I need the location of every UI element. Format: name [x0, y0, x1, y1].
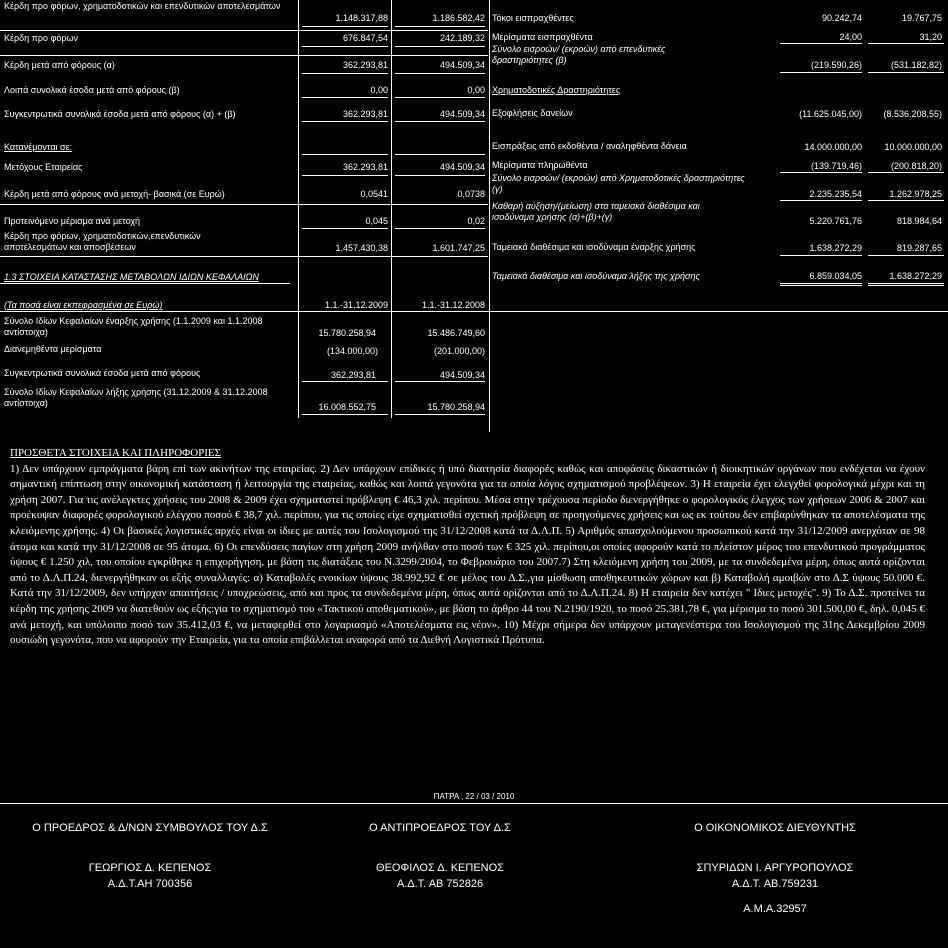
rule [395, 97, 485, 98]
rule [780, 200, 862, 201]
row-label: Κατανέμονται σε: [4, 142, 73, 152]
row-label: Σύνολο εισροών/ (εκροών) από Χρηματοδοτικές δραστηριότητες (γ) [492, 173, 745, 194]
rule [780, 283, 862, 284]
rule [302, 97, 388, 98]
additional-information [10, 446, 925, 649]
value-2009: 90.242,74 [821, 13, 862, 23]
row-label: Σύνολο Ιδίων Κεφαλαίων έναρξης χρήσης (1.1.2009 και 1.1.2008 αντίστοιχα) [4, 316, 263, 337]
column-separator [489, 0, 490, 432]
row-label: Κέρδη προ φόρων, χρηματοδοτικών,επενδυτικών αποτελεσμάτων και αποσβέσεων [4, 231, 201, 252]
value-2008: (201.000,00) [433, 346, 485, 356]
signatory-id: Α.Δ.Τ.ΑΗ 700356 [107, 878, 193, 890]
value-2009: 362.293,81 [330, 370, 376, 380]
signatory-role: Ο ΑΝΤΙΠΡΟΕΔΡΟΣ ΤΟΥ Δ.Σ [369, 822, 511, 834]
value-2008: (531.182,82) [890, 60, 942, 70]
value-2008: 15.486.749,60 [427, 328, 485, 338]
rule [868, 200, 944, 201]
rule [302, 121, 388, 122]
value-2008: (200.818,20) [890, 161, 942, 171]
value-2008: (8.536.208,55) [883, 109, 942, 119]
row-label: Ταμειακά διαθέσιμα και ισοδύναμα έναρξης χρήσης [492, 242, 696, 252]
rule [395, 121, 485, 122]
rule [395, 175, 485, 176]
rule [0, 256, 488, 257]
value-2009: 0,00 [370, 85, 388, 95]
signatory-role: Ο ΠΡΟΕΔΡΟΣ & Δ/ΝΩΝ ΣΥΜΒΟΥΛΟΣ ΤΟΥ Δ.Σ [32, 822, 268, 834]
rule [395, 228, 485, 229]
rule [302, 26, 388, 27]
rule [780, 72, 862, 73]
value-2009: 6.859.034,05 [809, 271, 862, 281]
rule [0, 283, 290, 284]
rule [395, 381, 485, 382]
row-label: Κέρδη μετά από φόρους ανά μετοχή- βασικά (σε Ευρώ) [4, 189, 225, 199]
row-label: Σύνολο Ιδίων Κεφαλαίων λήξης χρήσης (31.12.2009 & 31.12.2008 αντίστοιχα) [4, 387, 268, 408]
value-2008: 15.780.258,94 [427, 402, 485, 412]
signatory-id: Α.Δ.Τ. ΑΒ.759231 [731, 878, 819, 890]
row-label: Κέρδη μετά από φόρους (α) [4, 60, 115, 70]
rule [868, 285, 944, 286]
value-2008: 242.189,32 [439, 33, 485, 43]
value-2008: 0,00 [467, 85, 485, 95]
row-label: Κέρδη προ φόρων, χρηματοδοτικών και επενδυτικών αποτελεσμάτων [4, 1, 281, 11]
rule [0, 311, 948, 312]
rule [868, 172, 944, 173]
rule [302, 46, 388, 47]
rule [395, 414, 485, 415]
row-label: Ταμειακά διαθέσιμα και ισοδύναμα λήξης της χρήσης [492, 271, 700, 281]
row-label: Διανεμηθέντα μερίσματα [4, 344, 102, 354]
value-2009: 2.235.235,54 [809, 189, 862, 199]
rule [302, 414, 388, 415]
signatory-name: ΓΕΩΡΓΙΟΣ Δ. ΚΕΠΕΝΟΣ [88, 862, 212, 874]
row-label: Τόκοι εισπραχθέντες [492, 13, 574, 23]
value-2008: 10.000.000,00 [884, 142, 942, 152]
rule [780, 43, 862, 44]
rule [0, 204, 488, 205]
rule [780, 255, 862, 256]
rule [0, 803, 948, 804]
row-label: Μερίσματα εισπραχθέντα [492, 32, 593, 42]
value-2009: 362.293,81 [342, 109, 388, 119]
rule [302, 73, 388, 74]
rule [0, 55, 488, 56]
signatory-registration: Α.Μ.Α.32957 [743, 903, 807, 915]
value-2009: 1.148.317,88 [335, 13, 388, 23]
currency-note: (Τα ποσά είναι εκπεφρασμένα σε Ευρώ) [4, 300, 163, 310]
rule [395, 73, 485, 74]
rule [302, 228, 388, 229]
rule [395, 154, 485, 155]
value-2009: 0,045 [365, 216, 388, 226]
value-2009: 14.000.000,00 [804, 142, 862, 152]
signatory-name: ΘΕΟΦΙΛΟΣ Δ. ΚΕΠΕΝΟΣ [376, 862, 504, 874]
value-2008: 31,20 [919, 32, 942, 42]
value-2008: 1.186.582,42 [432, 13, 485, 23]
row-label: Καθαρή αύξηση/(μείωση) στα ταμειακά διαθέσιμα και ισοδύναμα χρήσης (α)+(β)+(γ) [492, 201, 700, 222]
value-2009: 362.293,81 [342, 60, 388, 70]
value-2009: 5.220.761,76 [809, 216, 862, 226]
signatory-name: ΣΠΥΡΙΔΩΝ Ι. ΑΡΓΥΡΟΠΟΥΛΟΣ [696, 862, 854, 874]
value-2009: (219.590,26) [810, 60, 862, 70]
column-header-2009: 1.1.-31.12.2009 [324, 300, 388, 310]
notes-title: ΠΡΟΣΘΕΤΑ ΣΤΟΙΧΕΙΑ ΚΑΙ ΠΛΗΡΟΦΟΡΙΕΣ [10, 447, 222, 459]
rule [395, 46, 485, 47]
value-2008: 19.767,75 [901, 13, 942, 23]
row-label: Κέρδη προ φόρων [4, 33, 78, 43]
row-label: Λοιπά συνολικά έσοδα μετά από φόρους (β) [4, 85, 180, 95]
value-2008: 0,0738 [457, 189, 485, 199]
rule [302, 154, 388, 155]
value-2008: 494.509,34 [439, 109, 485, 119]
row-label: Προτεινόμενο μέρισμα ανά μετοχή [4, 216, 141, 226]
rule [395, 26, 485, 27]
place-date: ΠΑΤΡΑ , 22 / 03 / 2010 [433, 792, 515, 801]
row-label: Συγκεντρωτικά συνολικά έσοδα μετά από φόρους (α) + (β) [4, 109, 236, 119]
row-label: Μετόχους Εταιρείας [4, 162, 83, 172]
section-heading: Χρηματοδοτικές Δραστηριότητες [492, 85, 621, 95]
value-2009: 1.638.272,29 [809, 243, 862, 253]
value-2009: 24,00 [839, 32, 862, 42]
rule [780, 172, 862, 173]
value-2009: (134.000,00) [326, 346, 378, 356]
signatory-role: Ο ΟΙΚΟΝΟΜΙΚΟΣ ΔΙΕΥΘΥΝΤΗΣ [694, 822, 856, 834]
value-2008: 494.509,34 [439, 162, 485, 172]
value-2009: 16.008.552,75 [318, 402, 376, 412]
value-2009: (11.625.045,00) [799, 109, 862, 119]
value-2009: 362.293,81 [342, 162, 388, 172]
value-2008: 1.638.272,29 [889, 271, 942, 281]
value-2009: 1.457.430,38 [335, 243, 388, 253]
signatory-id: Α.Δ.Τ. ΑΒ 752826 [396, 878, 484, 890]
rule [302, 175, 388, 176]
column-separator [298, 0, 299, 418]
value-2009: 676.847,54 [342, 33, 388, 43]
notes-body: 1) Δεν υπάρχουν εμπράγματα βάρη επί των ακινήτων της εταιρείας. 2) Δεν υπάρχουν επίδικες ή υπό διαιτησία διαφορές καθώς και αποφάσεις δικαστικών ή διοικητικών οργάνων που ενδέχεται να έχουν σημαντική επίπτωση στην οικονομική κατάσταση ή λειτουργία της εταιρείας, καθώς και λοιπά γεγονότα για τα οποία λόγος σχηματισμού προβλέψεων. 3) Η εταιρεία έχει ελεγχθεί φορολογικά μέχρι και τη χρήση 2007. Για τις ανέλεγκτες χρήσεις του 2008 & 2009 έχει σχηματιστεί πρόβλεψη € 46,3 χιλ. περίπου. Μέσα στην τρέχουσα περίοδο διενεργήθηκε ο φορολογικός έλεγχος των χρήσεων 2006 & 2007 και προέκυψαν διαφορές φορολογικού ελέγχου ποσού € 38,7 χιλ. περίπου, για τις οποίες είχε σχηματισθεί σχετική πρόβλεψη σε προηγούμενες χρήσεις και ως εκ τούτου δεν επιβαρύνθηκαν τα αποτελέσματα της κλειόμενης χρήσης. 4) Οι βασικές λογιστικές αρχές είναι οι ίδιες με αυτές του Ισολογισμού της 31/12/2008 κατά τα Δ.Λ.Π. 5) Αριθμός απασχολούμενου προσωπικού κατά την 31/12/2009 ανερχόταν σε 98 άτομα και κατά την 31/12/2008 σε 95 άτομα. 6) Οι επενδύσεις παγίων στη χρήση 2009 ανήλθαν στο ποσό των € 325 χιλ. περίπου,οι οποίες αφορούν κατά το πλείστον μέρος του επενδυτικού προγράμματος ύψους € 1.250 χιλ, του οποίου εγκρίθηκε η επιχορήγηση, με βάση τις διατάξεις του Ν.3299/2004, το Φεβρουάριο του 2007.7) Στη κλειόμενη χρήση του 2009, με τα συνδεδεμένα μέρη, όπως αυτά ορίζονται από το Δ.Λ.Π.24, διενεργήθηκαν οι εξής συναλλαγές: α) Καταβολές ενοικίων ύψους 38.992,92 € σε μέλος του Δ.Σ.,για μίσθωση αποθηκευτικών χώρων και β) Καταβολή αμοιβών στο Δ.Σ ύψους 50.000 €. Κατά την 31/12/2009, δεν υπήρχαν απαιτήσεις / υποχρεώσεις, από και προς τα συνδεδεμένα μέρη, όπως αυτά ορίζονται από το Δ.Λ.Π.24. 8) Η εταιρεία δεν κατέχει " Ιδιες μετοχές". 9) Το Δ.Σ. προτείνει τα κέρδη της χρήσης 2009 να διατεθούν ως εξής:για το σχηματισμό του «Τακτικού αποθεματικού», με βάση το άρθρο 44 του Ν.2190/1920, το ποσό 25.381,78 €, για μέρισμα το ποσό 301.500,00 €, δηλ. 0,045 € ανά μετοχή, και υπόλοιπο ποσό των 35.412,03 €, να μεταφερθεί στο λογαριασμό «Αποτελέσματα εις νέον». 10) Μέχρι σήμερα δεν υπάρχουν μεταγενέστερα του Ισολογισμού της 31ης Δεκεμβρίου 2009 ουσιώδη γεγονότα, που να αφορούν την Εταιρεία, για τα οποία επιβάλλεται αναφορά από τα Διεθνή Λογιστικά Πρότυπα. [10, 462, 925, 647]
value-2008: 819.287,65 [896, 243, 942, 253]
rule [868, 72, 944, 73]
rule [780, 285, 862, 286]
value-2008: 0,02 [467, 216, 485, 226]
row-label: Συγκεντρωτικά συνολικά έσοδα μετά από φόρους [4, 368, 201, 378]
rule [868, 283, 944, 284]
row-label: Εξοφλήσεις δανείων [492, 108, 573, 118]
rule [868, 255, 944, 256]
value-2009: (139.719,46) [810, 161, 862, 171]
section-title: 1.3 ΣΤΟΙΧΕΙΑ ΚΑΤΑΣΤΑΣΗΣ ΜΕΤΑΒΟΛΩΝ ΙΔΙΩΝ ΚΕΦΑΛΑΙΩΝ [4, 272, 259, 282]
value-2009: 0,0541 [360, 189, 388, 199]
row-label: Εισπράξεις από εκδοθέντα / αναληφθέντα δάνεια [492, 141, 687, 151]
value-2008: 494.509,34 [439, 370, 485, 380]
rule [868, 43, 944, 44]
column-separator [391, 0, 392, 418]
value-2009: 15.780.258,94 [318, 328, 376, 338]
value-2008: 818.984,64 [896, 216, 942, 226]
rule [0, 30, 488, 31]
rule [302, 381, 388, 382]
row-label: Σύνολο εισροών/ (εκροών) από επενδυτικές δραστηριότητες (β) [492, 44, 666, 65]
column-header-2008: 1.1.-31.12.2008 [421, 300, 485, 310]
value-2008: 494.509,34 [439, 60, 485, 70]
value-2008: 1.601.747,25 [432, 243, 485, 253]
value-2008: 1.262.978,25 [889, 189, 942, 199]
row-label: Μερίσματα πληρωθέντα [492, 160, 588, 170]
